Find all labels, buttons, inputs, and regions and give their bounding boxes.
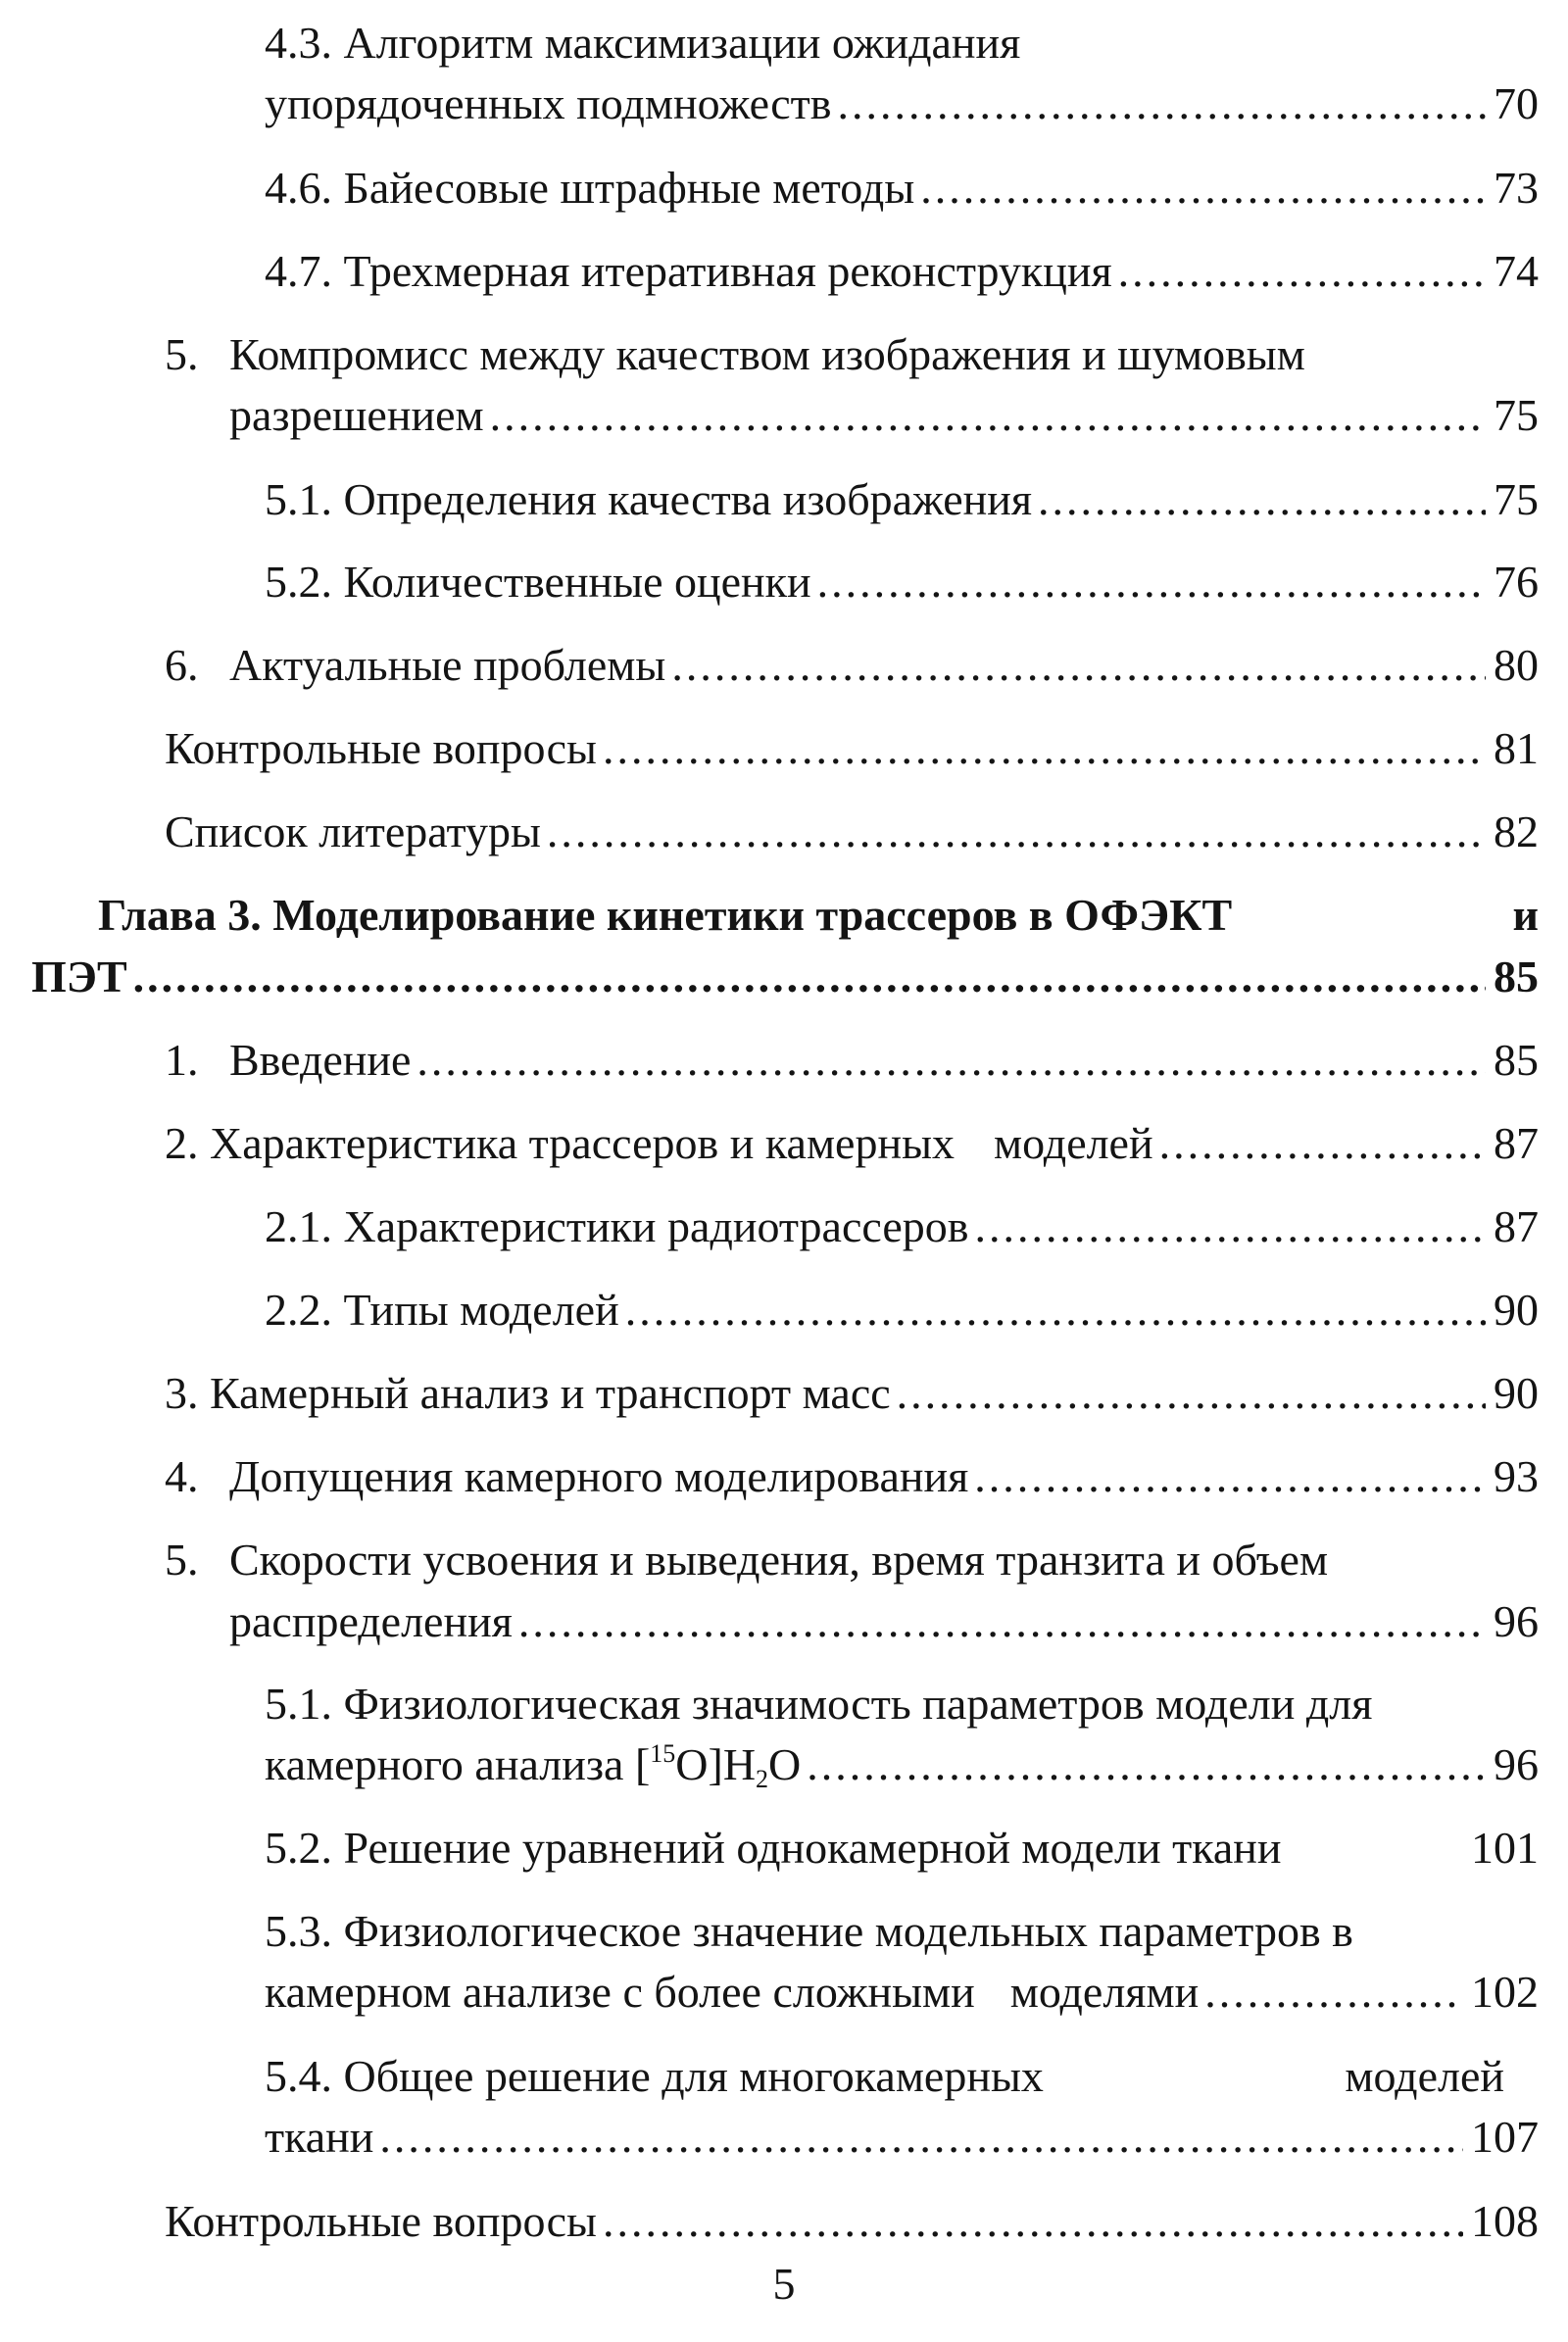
dot-leader [625,1280,1486,1341]
toc-entry-text: Допущения камерного моделирования [229,1451,969,1501]
toc-entry-text: 4.6. Байесовые штрафные методы [265,163,915,213]
toc-entry-text: 3. Камерный анализ и транспорт масс [165,1368,891,1418]
toc-entry-c5-line1: Скорости усвоения и выведения, время транзита и объем [229,1535,1329,1585]
dot-leader [490,385,1486,446]
dot-leader [974,1196,1486,1257]
toc-entry-6-number: 6. [165,640,199,690]
toc-entry-text: Актуальные проблемы [229,640,666,690]
toc-entry-text-part: камерного анализа [ [265,1739,651,1789]
dot-leader [817,552,1486,612]
toc-page-number: 93 [1494,1451,1539,1501]
toc-entry-text: 5.1. Определения качества изображения [265,474,1033,524]
dot-leader [416,1030,1486,1091]
toc-page-number: 102 [1471,1967,1539,2017]
toc-entry-4-7 [265,241,1539,302]
toc-page-number: 96 [1494,1596,1539,1646]
toc-entry-text-part: O [768,1739,802,1789]
toc-entry-c5-3 [265,1962,1539,2023]
dot-leader [603,2191,1463,2252]
toc-entry-text: 2.2. Типы моделей [265,1285,619,1335]
toc-entry-chapter-3 [31,947,1539,1007]
dot-leader [837,73,1486,134]
toc-page-number: 107 [1471,2112,1539,2162]
toc-entry-text: 5.2. Количественные оценки [265,557,811,607]
toc-entry-5 [229,385,1539,446]
toc-entry-c5-4-line1 [265,2046,1504,2107]
toc-entry-questions-1 [165,718,1539,779]
toc-entry-text: ПЭТ [31,951,127,1001]
toc-entry-text: 4.7. Трехмерная итеративная реконструкция [265,246,1112,296]
toc-entry-text: упорядоченных подмножеств [265,78,832,128]
toc-page-number: 96 [1494,1739,1539,1789]
isotope-superscript: 15 [650,1739,676,1768]
dot-leader [1204,1962,1463,2023]
toc-entry-text: Контрольные вопросы [165,723,597,773]
toc-entry-text: Список литературы [165,806,541,856]
toc-entry-c5-number: 5. [165,1535,199,1585]
dot-leader [518,1591,1486,1652]
toc-entry-c1 [229,1030,1539,1091]
dot-leader [1159,1113,1486,1174]
toc-entry-4-3-line1: 4.3. Алгоритм максимизации ожидания [265,18,1021,68]
toc-page-number: 75 [1494,390,1539,440]
toc-entry-4-3 [265,73,1539,134]
toc-page-number: 101 [1471,1823,1539,1873]
toc-page-number: 82 [1494,806,1539,856]
toc-entry-text: 2. Характеристика трассеров и камерных [165,1118,955,1168]
toc-page-number: 108 [1471,2196,1539,2246]
toc-entry-c2-1 [265,1196,1539,1257]
toc-entry-text-end: моделей [1345,2051,1504,2101]
dot-leader [379,2107,1463,2168]
toc-entry-references [165,802,1539,862]
toc-entry-c4 [229,1446,1539,1507]
toc-page-number: 81 [1494,723,1539,773]
dot-leader [671,635,1486,696]
toc-entry-text-end: моделями [1009,1967,1200,2017]
toc-page-number: 87 [1494,1118,1539,1168]
toc-page-number: 85 [1494,1035,1539,1085]
toc-entry-5-1 [265,469,1539,530]
toc-page-number: 80 [1494,640,1539,690]
dot-leader [1118,241,1486,302]
toc-entry-c1-number: 1. [165,1035,199,1085]
chapter-3-title: Глава 3. Моделирование кинетики трассеров в ОФЭКТ [98,890,1233,940]
toc-entry-text: Введение [229,1035,412,1085]
toc-entry-text: Контрольные вопросы [165,2196,597,2246]
toc-entry-5-2 [265,552,1539,612]
toc-page-number: 74 [1494,246,1539,296]
formula-subscript: 2 [756,1765,769,1793]
page-number: 5 [772,2259,796,2309]
toc-entry-5-line1: Компромисс между качеством изображения и шумовым [229,329,1305,379]
dot-leader [603,718,1486,779]
toc-entry-c5-1-line1: 5.1. Физиологическая значимость параметров модели для [265,1679,1373,1729]
toc-page-number: 85 [1494,951,1539,1001]
toc-entry-questions-2 [165,2191,1539,2252]
toc-page-number: 87 [1494,1201,1539,1251]
dot-leader [897,1363,1486,1424]
toc-entry-text-end: моделей [994,1118,1153,1168]
toc-entry-text: 2.1. Характеристики радиотрассеров [265,1201,969,1251]
dot-leader [807,1734,1486,1795]
toc-entry-text: распределения [229,1596,513,1646]
toc-entry-c2 [165,1113,1539,1174]
toc-entry-5-number: 5. [165,329,199,379]
toc-entry-4-6 [265,158,1539,219]
chapter-3-title-end: и [1512,890,1539,940]
toc-entry-text: 5.2. Решение уравнений однокамерной модели ткани [265,1823,1282,1873]
chapter-3-heading-line1 [98,885,1539,946]
toc-entry-6 [229,635,1539,696]
dot-leader [1038,469,1486,530]
toc-page-number: 70 [1494,78,1539,128]
toc-entry-c4-number: 4. [165,1451,199,1501]
toc-entry-c5-3-line1: 5.3. Физиологическое значение модельных параметров в [265,1906,1353,1956]
toc-entry-c5 [229,1591,1539,1652]
toc-entry-text: 5.4. Общее решение для многокамерных [265,2051,1044,2101]
toc-entry-text-part: O]H [675,1739,757,1789]
toc-page-number: 90 [1494,1285,1539,1335]
toc-entry-c5-1 [265,1734,1539,1795]
toc-entry-c2-2 [265,1280,1539,1341]
toc-entry-text: камерном анализе с более сложными [265,1967,975,2017]
toc-entry-text: разрешением [229,390,484,440]
toc-page-number: 76 [1494,557,1539,607]
toc-page-number: 73 [1494,163,1539,213]
toc-entry-c5-2 [265,1818,1539,1878]
toc-entry-c3 [165,1363,1539,1424]
dot-leader [920,158,1486,219]
toc-entry-text: ткани [265,2112,374,2162]
dot-leader [133,947,1486,1007]
toc-page-number: 90 [1494,1368,1539,1418]
toc-entry-c5-4 [265,2107,1539,2168]
toc-entry-text [265,1734,801,1795]
toc-page-number: 75 [1494,474,1539,524]
dot-leader [974,1446,1486,1507]
dot-leader [547,802,1486,862]
